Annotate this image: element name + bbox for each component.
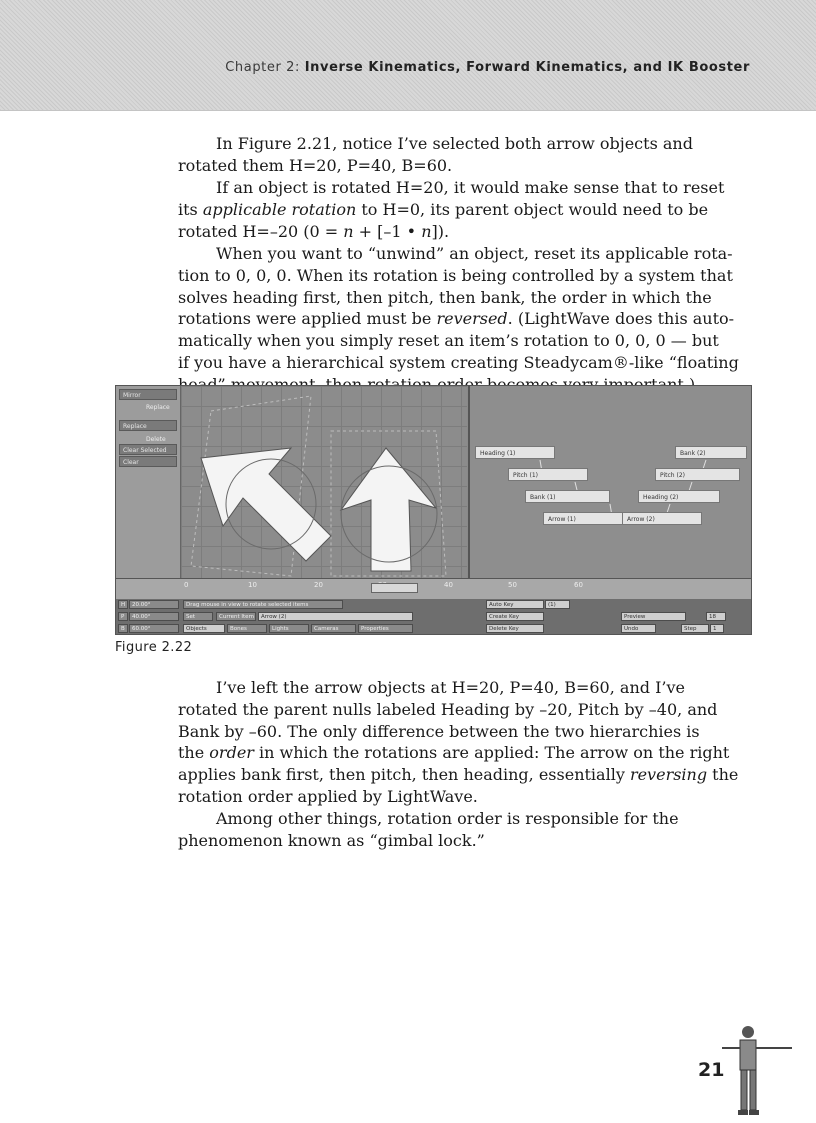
text-run: rotated H=–20 (0 = — [178, 221, 344, 241]
node-pitch-2[interactable]: Pitch (2) — [655, 468, 740, 481]
clear-dropdown[interactable]: Clear — [119, 456, 177, 467]
text-line: rotated them H=20, P=40, B=60. — [178, 155, 453, 175]
text-run: the — [178, 743, 210, 763]
text-line: matically when you simply reset an item’s rotation to 0, 0, 0 — but — [178, 331, 719, 351]
emphasis: n — [343, 221, 354, 241]
text-run: in which the rotations are applied: The arrow on the right — [253, 743, 730, 763]
text-line: tion to 0, 0, 0. When its rotation is being controlled by a system that — [178, 265, 733, 285]
delete-key-button[interactable]: Delete Key — [486, 624, 544, 633]
paragraph-1 — [178, 133, 746, 177]
auto-key-button[interactable]: Auto Key — [486, 600, 544, 609]
timeline-tick: 40 — [444, 581, 453, 589]
node-arrow-1[interactable]: Arrow (1) — [543, 512, 641, 525]
text-run: the — [707, 765, 739, 785]
text-line: If an object is rotated H=20, it would make sense that to reset — [216, 178, 725, 197]
node-heading-2[interactable]: Heading (2) — [638, 490, 720, 503]
paragraph-5 — [178, 808, 746, 852]
text-line: Bank by –60. The only difference between the two hierarchies is — [178, 721, 700, 741]
text-run: + [–1 • — [353, 221, 422, 241]
text-line: I’ve left the arrow objects at H=20, P=40, B=60, and I’ve — [216, 678, 685, 697]
text-line: Among other things, rotation order is responsible for the — [216, 809, 679, 828]
clear-selected-button[interactable]: Clear Selected — [119, 444, 177, 455]
schematic-view — [468, 386, 752, 591]
timeline[interactable] — [116, 578, 751, 599]
timeline-tick: 20 — [314, 581, 323, 589]
schematic-links — [470, 386, 752, 591]
undo-button[interactable]: Undo — [621, 624, 656, 633]
text-line: if you have a hierarchical system creating Steadycam®-like “floating — [178, 352, 739, 372]
set-button[interactable]: Set — [183, 612, 213, 621]
replace-dropdown[interactable]: Replace — [119, 420, 177, 431]
figure-caption: Figure 2.22 — [115, 640, 193, 655]
text-run: to H=0, its parent object would need to be — [356, 199, 709, 219]
viewport-drawing — [181, 386, 467, 591]
tab-lights[interactable]: Lights — [269, 624, 309, 633]
status-hint: Drag mouse in view to rotate selected items — [183, 600, 343, 609]
left-arrow-shape — [201, 448, 331, 561]
emphasis: n — [421, 221, 432, 241]
node-arrow-2[interactable]: Arrow (2) — [622, 512, 702, 525]
bottom-toolbar — [116, 599, 751, 634]
delete-label: Delete — [146, 436, 166, 443]
tool-panel — [116, 386, 181, 591]
perspective-viewport[interactable] — [181, 386, 467, 591]
auto-key-value: (1) — [545, 600, 570, 609]
text-line: solves heading first, then pitch, then bank, the order in which the — [178, 287, 712, 307]
p-value-field[interactable]: 40.00° — [129, 612, 179, 621]
text-line: rotated the parent nulls labeled Heading by –20, Pitch by –40, and — [178, 699, 718, 719]
create-key-button[interactable]: Create Key — [486, 612, 544, 621]
text-line: rotation order applied by LightWave. — [178, 786, 478, 806]
text-run: applies bank first, then pitch, then heading, essentially — [178, 765, 630, 785]
emphasis: applicable rotation — [202, 199, 357, 219]
timeline-tick: 50 — [508, 581, 517, 589]
frame-field[interactable]: 18 — [706, 612, 726, 621]
text-line: phenomenon known as “gimbal lock.” — [178, 830, 485, 850]
emphasis: reversed — [436, 309, 508, 329]
toolbar-row — [116, 611, 751, 622]
emphasis: order — [209, 743, 254, 763]
node-bank-1[interactable]: Bank (1) — [525, 490, 610, 503]
text-run: rotations were applied must be — [178, 309, 437, 329]
tab-properties[interactable]: Properties — [358, 624, 413, 633]
chapter-title: Inverse Kinematics, Forward Kinematics, and IK Booster — [304, 60, 750, 75]
figure-screenshot — [115, 385, 752, 635]
node-pitch-1[interactable]: Pitch (1) — [508, 468, 588, 481]
frame-slider[interactable] — [371, 583, 418, 593]
h-value-field[interactable]: 20.00° — [129, 600, 179, 609]
node-heading-1[interactable]: Heading (1) — [475, 446, 555, 459]
timeline-tick: 0 — [184, 581, 189, 589]
toolbar-row — [116, 623, 751, 634]
text-line: When you want to “unwind” an object, reset its applicable rota- — [216, 244, 733, 263]
current-item-dropdown[interactable]: Arrow (2) — [258, 612, 413, 621]
emphasis: reversing — [629, 765, 708, 785]
text-run: ]). — [431, 221, 450, 241]
text-run: its — [178, 199, 203, 219]
replace-label: Replace — [146, 404, 170, 411]
node-bank-2[interactable]: Bank (2) — [675, 446, 747, 459]
tab-objects[interactable]: Objects — [183, 624, 225, 633]
toolbar-row — [116, 599, 751, 610]
running-head — [225, 60, 750, 75]
preview-dropdown[interactable]: Preview — [621, 612, 686, 621]
tab-cameras[interactable]: Cameras — [311, 624, 356, 633]
paragraph-2 — [178, 177, 746, 242]
step-field[interactable]: 1 — [710, 624, 724, 633]
current-item-label: Current Item — [216, 612, 256, 621]
robot-mascot-icon — [722, 1022, 802, 1118]
timeline-tick: 60 — [574, 581, 583, 589]
timeline-tick: 10 — [248, 581, 257, 589]
paragraph-4 — [178, 677, 746, 808]
tab-bones[interactable]: Bones — [227, 624, 267, 633]
step-label: Step — [681, 624, 709, 633]
page-number: 21 — [698, 1059, 725, 1081]
text-line: In Figure 2.21, notice I’ve selected both arrow objects and — [216, 134, 693, 153]
text-run: . (LightWave does this auto- — [507, 309, 735, 329]
chapter-label: Chapter 2: — [225, 60, 301, 75]
paragraph-3 — [178, 243, 746, 396]
h-axis-label: H — [118, 600, 128, 609]
b-axis-label: B — [118, 624, 128, 633]
header-band — [0, 0, 816, 111]
mirror-button[interactable]: Mirror — [119, 389, 177, 400]
p-axis-label: P — [118, 612, 128, 621]
b-value-field[interactable]: 60.00° — [129, 624, 179, 633]
